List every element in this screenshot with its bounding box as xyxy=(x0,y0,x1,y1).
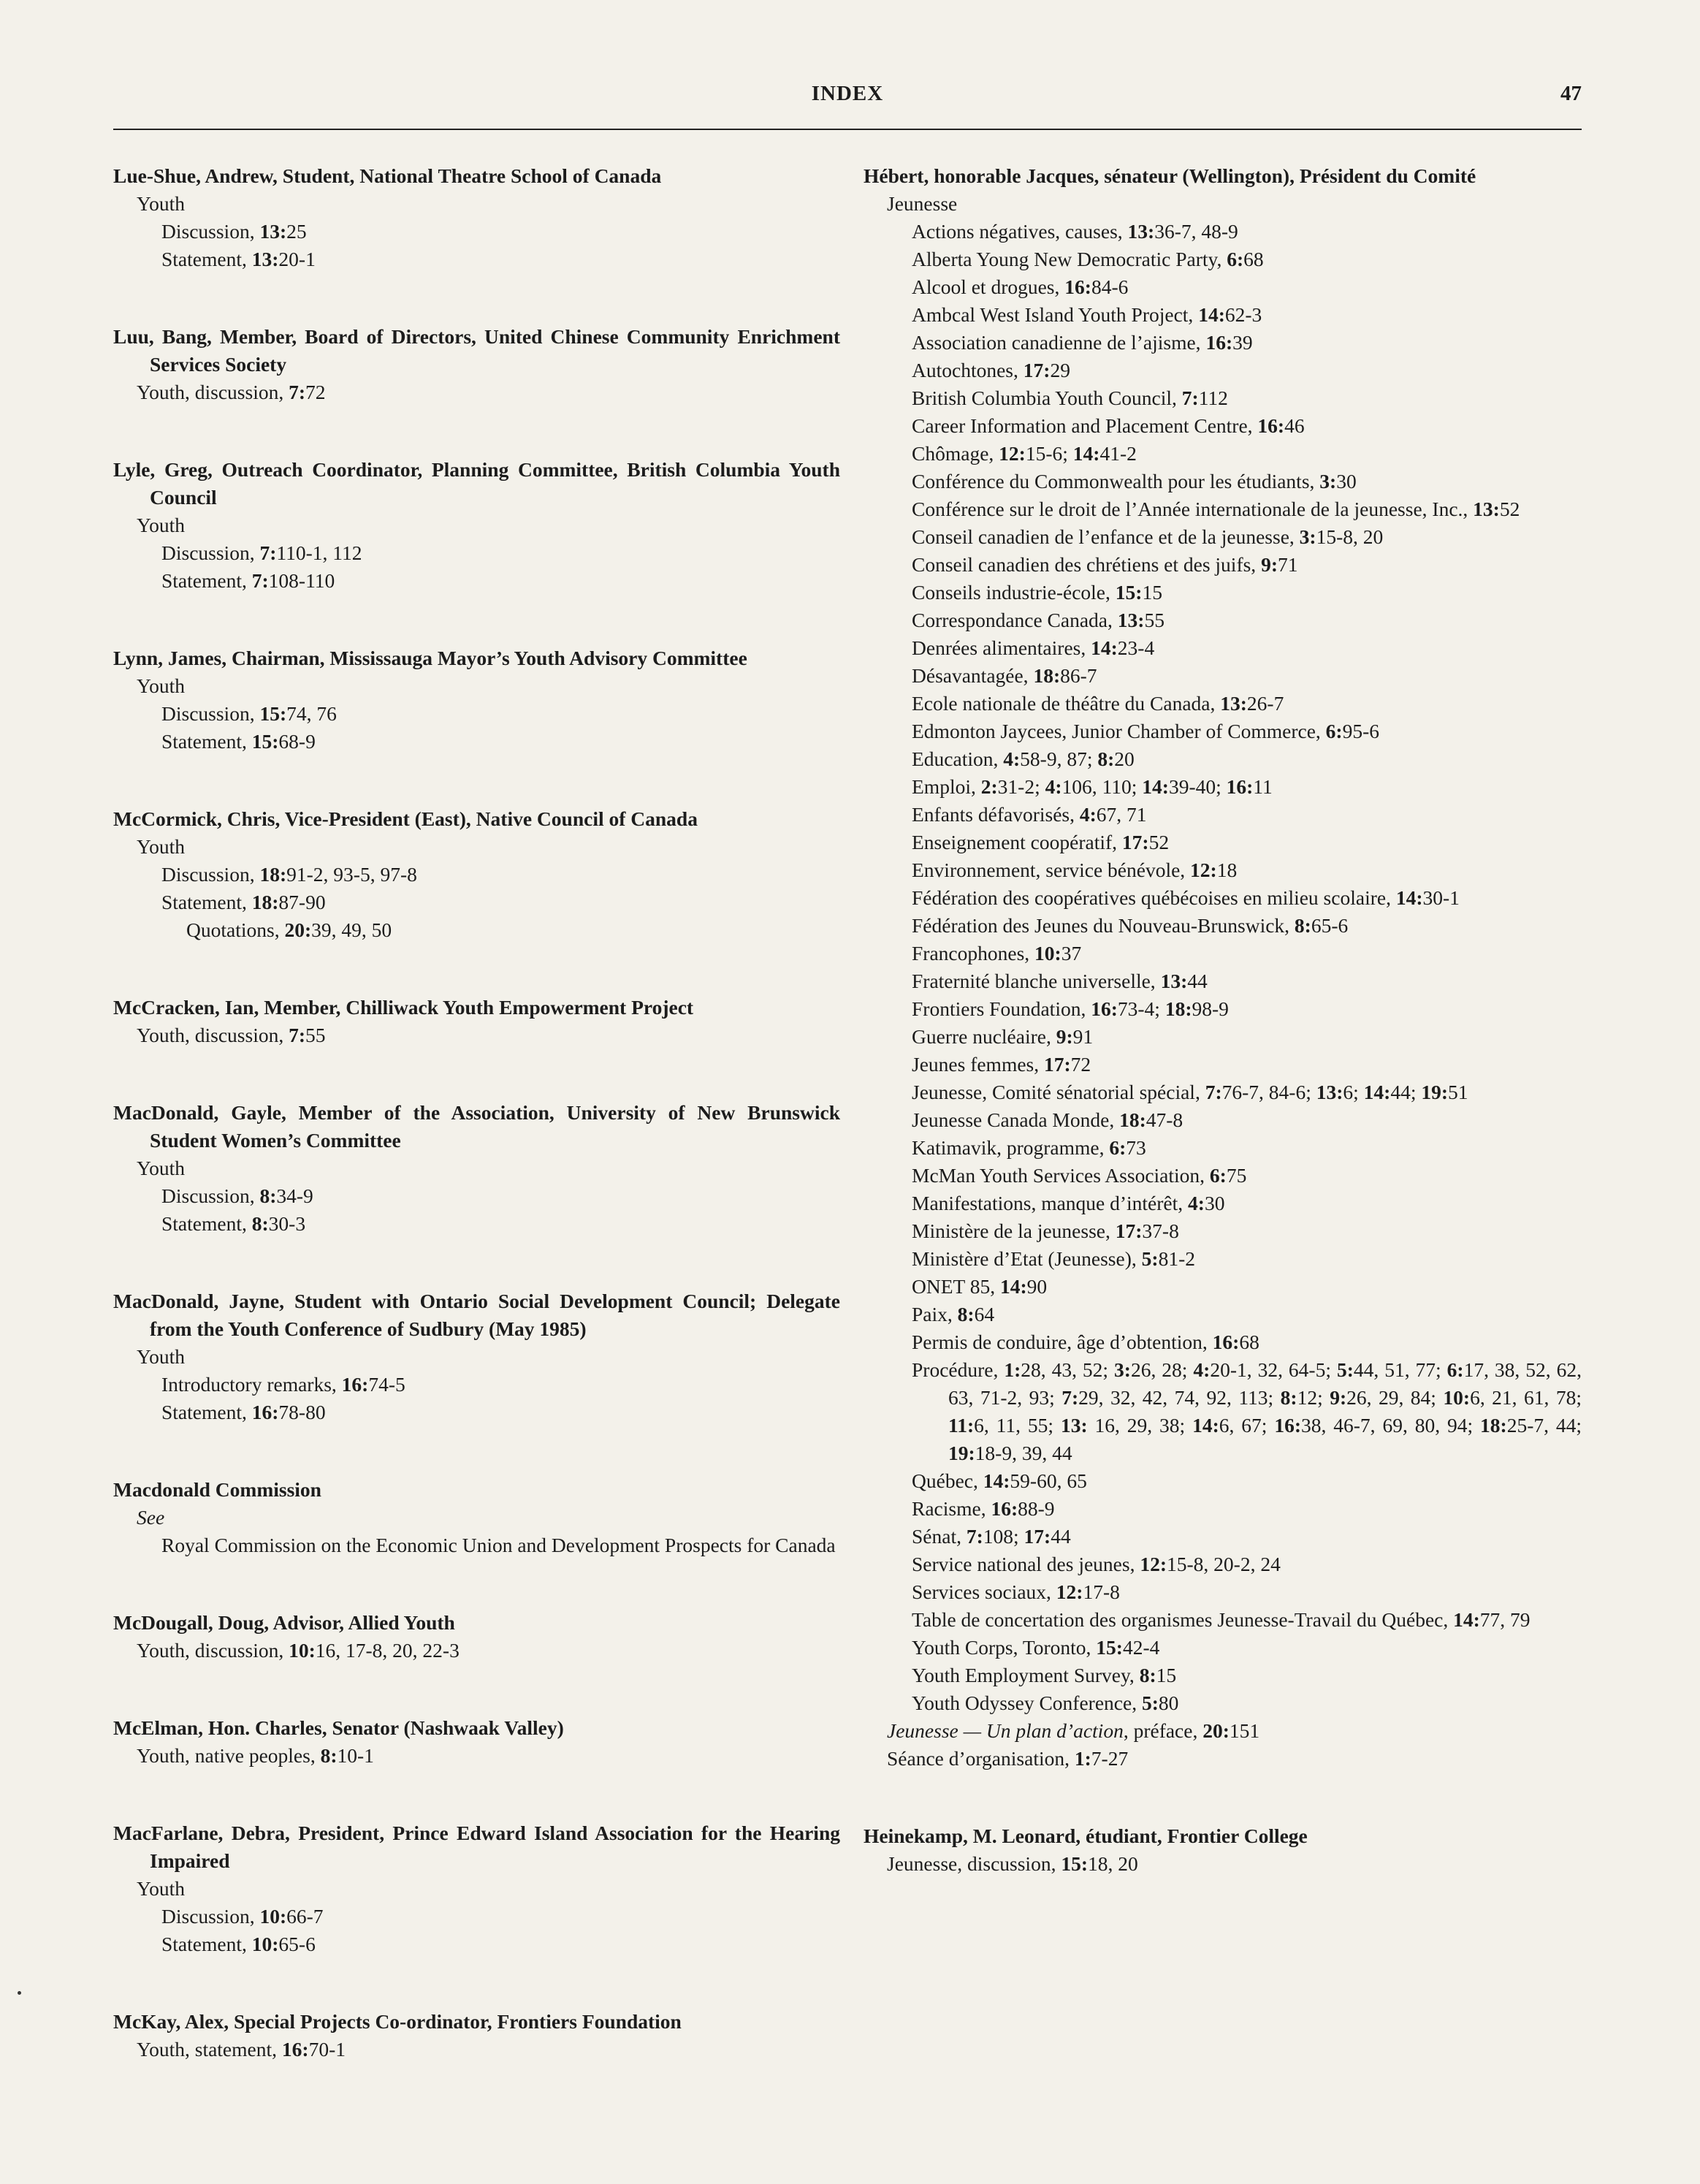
subline-label: Service national des jeunes, xyxy=(912,1553,1140,1575)
entry-subline xyxy=(864,1106,1582,1134)
subline-label: Youth, discussion, xyxy=(137,381,289,403)
entry-subline xyxy=(864,523,1582,551)
entry-subline xyxy=(113,916,840,944)
subline-label: Youth Employment Survey, xyxy=(912,1664,1140,1686)
subline-text: Youth xyxy=(137,1157,185,1179)
page-references: 13:26-7 xyxy=(1220,692,1284,715)
entry-subline xyxy=(864,329,1582,357)
page-references: 16:39 xyxy=(1205,331,1253,354)
page-references: 3:30 xyxy=(1319,470,1357,492)
entry-subline xyxy=(864,1578,1582,1606)
page-references: 18:86-7 xyxy=(1033,664,1097,687)
page-references: 17:37-8 xyxy=(1115,1220,1179,1242)
entry-subline xyxy=(113,1182,840,1210)
entry-subline xyxy=(864,690,1582,718)
page-references: 9:71 xyxy=(1261,553,1298,576)
entry-subline xyxy=(864,218,1582,246)
subline-label: Alberta Young New Democratic Party, xyxy=(912,248,1227,270)
entry-subline xyxy=(864,940,1582,967)
subline-label: Fédération des Jeunes du Nouveau-Brunswick, xyxy=(912,914,1295,937)
subline-label: Youth Corps, Toronto, xyxy=(912,1636,1097,1659)
page-references: 13:44 xyxy=(1160,970,1208,992)
subline-label: Manifestations, manque d’intérêt, xyxy=(912,1192,1189,1214)
entry-subline xyxy=(113,1504,840,1532)
entry-subline xyxy=(864,1273,1582,1301)
entry-subline xyxy=(864,606,1582,634)
index-entry xyxy=(113,456,840,595)
entry-heading: McKay, Alex, Special Projects Co-ordinator, Frontiers Foundation xyxy=(113,2010,682,2033)
page-references: 12:15-8, 20-2, 24 xyxy=(1140,1553,1281,1575)
page-references: 13:36-7, 48-9 xyxy=(1127,220,1238,243)
page-references: 18:87-90 xyxy=(251,891,326,913)
index-entry xyxy=(113,805,840,944)
page-number: 47 xyxy=(1560,82,1582,105)
entry-subline xyxy=(864,1606,1582,1634)
subline-label: Enseignement coopératif, xyxy=(912,831,1122,853)
subline-label: ONET 85, xyxy=(912,1275,1000,1298)
subline-label: Enfants défavorisés, xyxy=(912,803,1080,826)
entry-subline xyxy=(864,1023,1582,1051)
page-references: 14:59-60, 65 xyxy=(983,1469,1087,1492)
entry-subline xyxy=(113,889,840,916)
entry-subline xyxy=(113,190,840,218)
page-references: 9:91 xyxy=(1056,1025,1094,1048)
subline-label: Services sociaux, xyxy=(912,1580,1056,1603)
page-references: 17:72 xyxy=(1044,1053,1091,1076)
left-column xyxy=(113,162,840,2113)
page-references: 16:78-80 xyxy=(251,1401,326,1423)
index-entry xyxy=(864,162,1582,1773)
entry-subline xyxy=(864,468,1582,495)
index-entry xyxy=(113,994,840,1049)
index-entry xyxy=(113,644,840,756)
entry-subline xyxy=(864,967,1582,995)
entry-subline xyxy=(864,273,1582,301)
entry-subline xyxy=(864,634,1582,662)
subline-label: Racisme, xyxy=(912,1497,991,1520)
subline-label: Chômage, xyxy=(912,442,999,465)
subline-label: Statement, xyxy=(161,1933,252,1955)
subline-label: Jeunesse Canada Monde, xyxy=(912,1108,1120,1131)
page-references: 6:95-6 xyxy=(1325,720,1380,742)
subline-label: Permis de conduire, âge d’obtention, xyxy=(912,1331,1213,1353)
subline-label: Introductory remarks, xyxy=(161,1373,342,1396)
entry-subline xyxy=(113,1371,840,1399)
header-rule xyxy=(113,129,1582,130)
page-references: 15:18, 20 xyxy=(1061,1852,1138,1875)
entry-subline xyxy=(113,2036,840,2063)
page-references: 4:67, 71 xyxy=(1079,803,1147,826)
page-references: 7:55 xyxy=(289,1024,326,1046)
subline-label: Paix, xyxy=(912,1303,958,1325)
page-references: 13:25 xyxy=(259,220,307,243)
entry-subline xyxy=(113,1399,840,1426)
entry-subline xyxy=(113,378,840,406)
subline-label: Ministère de la jeunesse, xyxy=(912,1220,1116,1242)
entry-heading: Macdonald Commission xyxy=(113,1478,321,1501)
margin-mark xyxy=(18,1991,21,1995)
entry-subline xyxy=(864,1245,1582,1273)
entry-subline xyxy=(864,1634,1582,1662)
entry-subline xyxy=(864,1217,1582,1245)
page-references: 14:23-4 xyxy=(1091,636,1155,659)
entry-subline xyxy=(113,1903,840,1930)
subline-text: Youth xyxy=(137,1877,185,1900)
page-references: 6:75 xyxy=(1209,1164,1247,1187)
entry-heading: Heinekamp, M. Leonard, étudiant, Frontier College xyxy=(864,1825,1308,1847)
subline-label: Youth, discussion, xyxy=(137,1024,289,1046)
entry-subline xyxy=(113,567,840,595)
entry-subline xyxy=(864,246,1582,273)
entry-subline xyxy=(113,1532,840,1559)
page-references: 1:28, 43, 52; 3:26, 28; 4:20-1, 32, 64-5; 5:44, 51, 77; 6:17, 38, 52, 62, 63, 71-2, 93; 7:29, 32, 42, 74, 92, 113; 8:12; 9:26, 29, 84; 10:6, 21, 61, 78; 11:6, 11, 55; 13: 16, 29, 38; 14:6, 67; 16:38, 46-7, 69, 80, 94; 18:25-7, 44; 19:18-9, 39, 44 xyxy=(948,1358,1582,1464)
page-references: 7:72 xyxy=(289,381,326,403)
right-column xyxy=(864,162,1582,1928)
page-references: 15:15 xyxy=(1115,581,1162,604)
entry-subline xyxy=(864,718,1582,745)
subline-label: Table de concertation des organismes Jeunesse-Travail du Québec, xyxy=(912,1608,1454,1631)
entry-subline xyxy=(864,579,1582,606)
subline-label: Ecole nationale de théâtre du Canada, xyxy=(912,692,1221,715)
subline-label: Katimavik, programme, xyxy=(912,1136,1110,1159)
entry-heading: MacFarlane, Debra, President, Prince Edward Island Association for the Hearing Impaired xyxy=(113,1822,840,1872)
entry-subline xyxy=(864,551,1582,579)
entry-subline xyxy=(864,856,1582,884)
subline-text: Youth xyxy=(137,514,185,536)
entry-subline xyxy=(113,728,840,756)
entry-subline xyxy=(864,1551,1582,1578)
subline-label: Désavantagée, xyxy=(912,664,1034,687)
entry-subline xyxy=(113,1021,840,1049)
index-entry xyxy=(113,1609,840,1664)
page-references: 5:80 xyxy=(1141,1692,1179,1714)
subline-text: Youth xyxy=(137,674,185,697)
page-title: INDEX xyxy=(811,82,884,105)
index-entry xyxy=(113,1099,840,1238)
subline-label: Sénat, xyxy=(912,1525,967,1548)
entry-subline xyxy=(864,1467,1582,1495)
page-references: 1:7-27 xyxy=(1074,1747,1129,1770)
entry-subline xyxy=(864,1745,1582,1773)
subline-text: Royal Commission on the Economic Union and Development Prospects for Canada xyxy=(161,1534,836,1556)
page-references: 8:65-6 xyxy=(1294,914,1349,937)
subline-label: Discussion, xyxy=(161,1905,260,1928)
entry-subline xyxy=(113,1343,840,1371)
page-references: 10:66-7 xyxy=(259,1905,324,1928)
page-references: 12:18 xyxy=(1190,859,1238,881)
subline-label: Francophones, xyxy=(912,942,1035,964)
subline-label: Jeunesse, discussion, xyxy=(887,1852,1061,1875)
index-entry xyxy=(864,1822,1582,1878)
entry-heading: MacDonald, Jayne, Student with Ontario Social Development Council; Delegate from the Youth Conference of Sudbury (May 1985) xyxy=(113,1290,840,1340)
page-references: 7:108-110 xyxy=(251,569,335,592)
entry-subline xyxy=(864,912,1582,940)
entry-heading: Lue-Shue, Andrew, Student, National Theatre School of Canada xyxy=(113,164,662,187)
subline-label: McMan Youth Services Association, xyxy=(912,1164,1210,1187)
entry-heading: McCracken, Ian, Member, Chilliwack Youth Empowerment Project xyxy=(113,996,694,1019)
entry-subline xyxy=(113,861,840,889)
page-references: 15:42-4 xyxy=(1096,1636,1160,1659)
subline-label: Conférence sur le droit de l’Année internationale de la jeunesse, Inc., xyxy=(912,498,1474,520)
page-references: 17:52 xyxy=(1121,831,1170,853)
page-references: 16:84-6 xyxy=(1064,275,1129,298)
page-references: 17:29 xyxy=(1023,359,1070,381)
subline-label: Denrées alimentaires, xyxy=(912,636,1091,659)
entry-subline xyxy=(864,773,1582,801)
subline-label: Discussion, xyxy=(161,541,260,564)
page-references: 14:62-3 xyxy=(1198,303,1262,326)
entry-subline xyxy=(113,1637,840,1664)
subline-label: Ambcal West Island Youth Project, xyxy=(912,303,1199,326)
subline-label: Conférence du Commonwealth pour les étudiants, xyxy=(912,470,1320,492)
entry-subline xyxy=(864,440,1582,468)
entry-subline xyxy=(864,745,1582,773)
subline-label: Conseil canadien de l’enfance et de la jeunesse, xyxy=(912,525,1300,548)
subline-text: Youth xyxy=(137,1345,185,1368)
subline-label: Discussion, xyxy=(161,863,260,886)
entry-subline xyxy=(864,384,1582,412)
subline-label: Fraternité blanche universelle, xyxy=(912,970,1161,992)
entry-subline xyxy=(864,1850,1582,1878)
subline-label: Guerre nucléaire, xyxy=(912,1025,1056,1048)
entry-subline xyxy=(113,1210,840,1238)
subline-label: Conseil canadien des chrétiens et des juifs, xyxy=(912,553,1262,576)
entry-heading: Luu, Bang, Member, Board of Directors, United Chinese Community Enrichment Services Society xyxy=(113,325,840,376)
subline-label: Statement, xyxy=(161,248,252,270)
subline-label: Alcool et drogues, xyxy=(912,275,1065,298)
subline-label: Ministère d’Etat (Jeunesse), xyxy=(912,1247,1142,1270)
index-entry xyxy=(113,1287,840,1426)
page-references: 4:58-9, 87; 8:20 xyxy=(1003,747,1135,770)
page-references: 6:73 xyxy=(1109,1136,1146,1159)
entry-heading: McDougall, Doug, Advisor, Allied Youth xyxy=(113,1611,455,1634)
subline-text: Youth xyxy=(137,835,185,858)
entry-subline xyxy=(864,995,1582,1023)
subline-label: Discussion, xyxy=(161,220,260,243)
entry-subline xyxy=(113,1154,840,1182)
page-references: 20:151 xyxy=(1202,1719,1260,1742)
index-entry xyxy=(113,323,840,406)
entry-subline xyxy=(113,700,840,728)
page-references: 20:39, 49, 50 xyxy=(284,918,392,941)
subline-label: Statement, xyxy=(161,1212,252,1235)
page-references: 16:46 xyxy=(1257,414,1305,437)
subline-label: Séance d’organisation, xyxy=(887,1747,1075,1770)
subline-label: Emploi, xyxy=(912,775,981,798)
page-references: 13:20-1 xyxy=(251,248,316,270)
subline-label: Correspondance Canada, xyxy=(912,609,1118,631)
page-references: 14:77, 79 xyxy=(1453,1608,1531,1631)
subline-label: Conseils industrie-école, xyxy=(912,581,1116,604)
subline-label: Edmonton Jaycees, Junior Chamber of Commerce, xyxy=(912,720,1326,742)
entry-subline xyxy=(864,1717,1582,1745)
page-references: 16:70-1 xyxy=(281,2038,346,2061)
index-entry xyxy=(113,1476,840,1559)
page-references: 10:37 xyxy=(1034,942,1082,964)
subline-label: Autochtones, xyxy=(912,359,1024,381)
subline-label: British Columbia Youth Council, xyxy=(912,387,1182,409)
subline-text: See xyxy=(137,1506,165,1529)
page-header xyxy=(113,82,1582,126)
page-references: 16:74-5 xyxy=(341,1373,405,1396)
entry-subline xyxy=(864,1495,1582,1523)
subline-label: , préface, xyxy=(1123,1719,1203,1742)
publication-title: Jeunesse — Un plan d’action xyxy=(887,1719,1124,1742)
entry-subline xyxy=(864,357,1582,384)
page-references: 8:30-3 xyxy=(251,1212,306,1235)
subline-label: Actions négatives, causes, xyxy=(912,220,1128,243)
page-references: 15:68-9 xyxy=(251,730,316,753)
subline-label: Discussion, xyxy=(161,1184,260,1207)
subline-label: Career Information and Placement Centre, xyxy=(912,414,1258,437)
entry-subline xyxy=(864,301,1582,329)
entry-subline xyxy=(864,1134,1582,1162)
subline-label: Youth Odyssey Conference, xyxy=(912,1692,1142,1714)
entry-subline xyxy=(864,1689,1582,1717)
subline-label: Jeunesse, Comité sénatorial spécial, xyxy=(912,1081,1205,1103)
entry-heading: McElman, Hon. Charles, Senator (Nashwaak Valley) xyxy=(113,1716,564,1739)
page-references: 10:16, 17-8, 20, 22-3 xyxy=(289,1639,460,1662)
page-references: 18:47-8 xyxy=(1119,1108,1183,1131)
entry-subline xyxy=(864,412,1582,440)
subline-label: Frontiers Foundation, xyxy=(912,997,1091,1020)
entry-subline xyxy=(113,511,840,539)
entry-subline xyxy=(113,218,840,246)
entry-heading: Hébert, honorable Jacques, sénateur (Wellington), Président du Comité xyxy=(864,164,1476,187)
subline-label: Education, xyxy=(912,747,1004,770)
page-references: 16:88-9 xyxy=(991,1497,1055,1520)
subline-label: Environnement, service bénévole, xyxy=(912,859,1191,881)
entry-subline xyxy=(864,1051,1582,1078)
subline-label: Statement, xyxy=(161,730,252,753)
entry-subline xyxy=(864,1301,1582,1328)
page-references: 7:110-1, 112 xyxy=(259,541,362,564)
subline-label: Youth, discussion, xyxy=(137,1639,289,1662)
subline-label: Jeunes femmes, xyxy=(912,1053,1044,1076)
subline-text: Youth xyxy=(137,192,185,215)
page-references: 8:34-9 xyxy=(259,1184,313,1207)
entry-subline xyxy=(864,1162,1582,1190)
page-references: 12:15-6; 14:41-2 xyxy=(999,442,1137,465)
index-entry xyxy=(113,2008,840,2063)
subline-label: Youth, native peoples, xyxy=(137,1744,321,1767)
subline-label: Association canadienne de l’ajisme, xyxy=(912,331,1206,354)
entry-heading: MacDonald, Gayle, Member of the Association, University of New Brunswick Student Women’s Committee xyxy=(113,1101,840,1152)
entry-subline xyxy=(864,495,1582,523)
page-references: 15:74, 76 xyxy=(259,702,337,725)
entry-subline xyxy=(864,1662,1582,1689)
entry-subline xyxy=(864,884,1582,912)
page-references: 12:17-8 xyxy=(1056,1580,1120,1603)
subline-label: Quotations, xyxy=(186,918,285,941)
entry-heading: Lyle, Greg, Outreach Coordinator, Planning Committee, British Columbia Youth Council xyxy=(113,458,840,509)
entry-subline xyxy=(864,829,1582,856)
page-references: 4:30 xyxy=(1188,1192,1225,1214)
subline-label: Statement, xyxy=(161,569,252,592)
page-references: 8:10-1 xyxy=(320,1744,374,1767)
entry-subline xyxy=(864,190,1582,218)
page-references: 7:76-7, 84-6; 13:6; 14:44; 19:51 xyxy=(1205,1081,1468,1103)
page-references: 10:65-6 xyxy=(251,1933,316,1955)
entry-subline xyxy=(113,833,840,861)
subline-text: Jeunesse xyxy=(887,192,958,215)
page-references: 6:68 xyxy=(1227,248,1264,270)
page-references: 14:90 xyxy=(999,1275,1048,1298)
page-references: 13:55 xyxy=(1117,609,1165,631)
subline-label: Fédération des coopératives québécoises en milieu scolaire, xyxy=(912,886,1396,909)
entry-subline xyxy=(113,539,840,567)
page-references: 18:91-2, 93-5, 97-8 xyxy=(259,863,417,886)
page-references: 16:68 xyxy=(1212,1331,1259,1353)
index-entry xyxy=(113,1819,840,1958)
entry-heading: McCormick, Chris, Vice-President (East), Native Council of Canada xyxy=(113,807,698,830)
entry-subline xyxy=(864,1523,1582,1551)
entry-subline xyxy=(113,1742,840,1770)
index-entry xyxy=(113,1714,840,1770)
subline-label: Statement, xyxy=(161,1401,252,1423)
entry-subline xyxy=(113,1875,840,1903)
subline-label: Québec, xyxy=(912,1469,983,1492)
subline-label: Discussion, xyxy=(161,702,260,725)
page-references: 8:64 xyxy=(957,1303,995,1325)
entry-subline xyxy=(864,1190,1582,1217)
entry-subline xyxy=(864,1356,1582,1467)
page-references: 7:108; 17:44 xyxy=(966,1525,1071,1548)
page-references: 16:73-4; 18:98-9 xyxy=(1091,997,1229,1020)
page-references: 5:81-2 xyxy=(1141,1247,1195,1270)
page-references: 8:15 xyxy=(1139,1664,1177,1686)
entry-subline xyxy=(113,672,840,700)
entry-subline xyxy=(864,801,1582,829)
page-references: 7:112 xyxy=(1181,387,1228,409)
entry-heading: Lynn, James, Chairman, Mississauga Mayor’s Youth Advisory Committee xyxy=(113,647,747,669)
page-references: 3:15-8, 20 xyxy=(1299,525,1384,548)
subline-label: Youth, statement, xyxy=(137,2038,282,2061)
subline-label: Statement, xyxy=(161,891,252,913)
subline-label: Procédure, xyxy=(912,1358,1005,1381)
entry-subline xyxy=(864,1328,1582,1356)
page-references: 14:30-1 xyxy=(1395,886,1460,909)
entry-subline xyxy=(113,246,840,273)
entry-subline xyxy=(113,1930,840,1958)
index-entry xyxy=(113,162,840,273)
page-references: 13:52 xyxy=(1473,498,1520,520)
entry-subline xyxy=(864,1078,1582,1106)
entry-subline xyxy=(864,662,1582,690)
page-references: 2:31-2; 4:106, 110; 14:39-40; 16:11 xyxy=(980,775,1273,798)
